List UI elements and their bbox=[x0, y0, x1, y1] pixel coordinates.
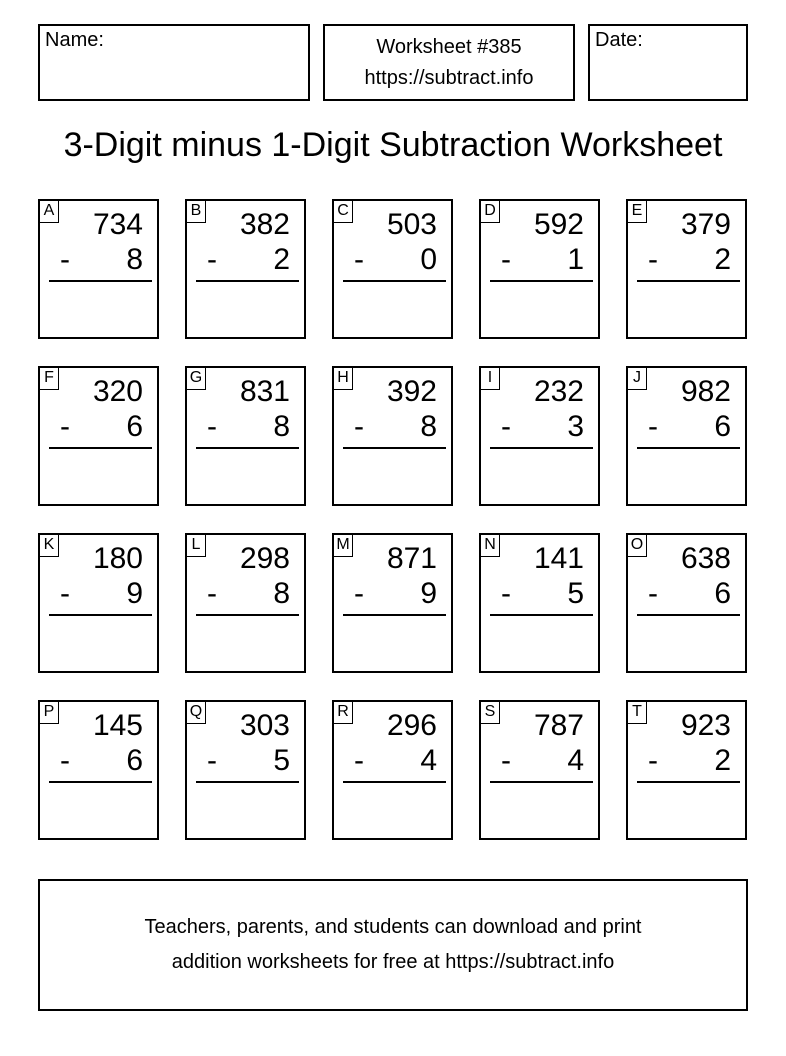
problem-card bbox=[332, 533, 453, 673]
problem-card bbox=[185, 199, 306, 339]
minus-sign: - bbox=[648, 410, 658, 443]
problem-card bbox=[626, 700, 747, 840]
problem-minuend: 734 bbox=[92, 208, 143, 241]
problem-letter: E bbox=[627, 200, 647, 223]
problem-letter: S bbox=[480, 701, 500, 724]
problem-card bbox=[185, 366, 306, 506]
page-title: 3-Digit minus 1-Digit Subtraction Worksheet bbox=[63, 126, 723, 164]
answer-line bbox=[343, 447, 446, 449]
answer-line bbox=[49, 614, 152, 616]
minus-sign: - bbox=[501, 744, 511, 777]
problem-letter: M bbox=[333, 534, 353, 557]
problem-subtrahend: 9 bbox=[420, 577, 437, 610]
problem-minuend: 232 bbox=[533, 375, 584, 408]
problem-minuend: 392 bbox=[386, 375, 437, 408]
answer-line bbox=[637, 280, 740, 282]
minus-sign: - bbox=[648, 577, 658, 610]
problem-subtrahend: 5 bbox=[273, 744, 290, 777]
problem-subtrahend: 1 bbox=[567, 243, 584, 276]
problem-card bbox=[38, 366, 159, 506]
problem-card bbox=[332, 366, 453, 506]
problem-letter: T bbox=[627, 701, 647, 724]
name-box bbox=[38, 24, 310, 101]
problem-subtrahend: 4 bbox=[567, 744, 584, 777]
problem-minuend: 831 bbox=[239, 375, 290, 408]
problem-minuend: 298 bbox=[239, 542, 290, 575]
footer-line-2: addition worksheets for free at https://subtract.info bbox=[171, 951, 615, 973]
problem-subtrahend: 8 bbox=[273, 577, 290, 610]
problem-card bbox=[38, 199, 159, 339]
answer-line bbox=[196, 614, 299, 616]
answer-line bbox=[196, 781, 299, 783]
problem-minuend: 141 bbox=[533, 542, 584, 575]
minus-sign: - bbox=[354, 243, 364, 276]
problem-minuend: 379 bbox=[680, 208, 731, 241]
problem-letter: J bbox=[627, 367, 647, 390]
answer-line bbox=[343, 614, 446, 616]
problem-subtrahend: 6 bbox=[126, 744, 143, 777]
problem-letter: O bbox=[627, 534, 647, 557]
problem-letter: G bbox=[186, 367, 206, 390]
minus-sign: - bbox=[60, 410, 70, 443]
problem-subtrahend: 2 bbox=[714, 744, 731, 777]
problem-card bbox=[38, 533, 159, 673]
problem-card bbox=[479, 700, 600, 840]
problem-minuend: 145 bbox=[92, 709, 143, 742]
minus-sign: - bbox=[648, 744, 658, 777]
answer-line bbox=[490, 781, 593, 783]
problem-minuend: 923 bbox=[680, 709, 731, 742]
minus-sign: - bbox=[60, 744, 70, 777]
problem-letter: R bbox=[333, 701, 353, 724]
minus-sign: - bbox=[354, 744, 364, 777]
problem-card bbox=[479, 199, 600, 339]
problem-subtrahend: 3 bbox=[567, 410, 584, 443]
problem-letter: N bbox=[480, 534, 500, 557]
problem-card bbox=[479, 533, 600, 673]
problem-subtrahend: 6 bbox=[126, 410, 143, 443]
minus-sign: - bbox=[60, 577, 70, 610]
minus-sign: - bbox=[207, 744, 217, 777]
name-label: Name: bbox=[45, 29, 104, 51]
answer-line bbox=[196, 280, 299, 282]
problem-minuend: 296 bbox=[386, 709, 437, 742]
problem-card bbox=[38, 700, 159, 840]
problem-letter: P bbox=[39, 701, 59, 724]
answer-line bbox=[343, 280, 446, 282]
minus-sign: - bbox=[501, 243, 511, 276]
problem-letter: Q bbox=[186, 701, 206, 724]
problem-minuend: 871 bbox=[386, 542, 437, 575]
problem-card bbox=[626, 533, 747, 673]
answer-line bbox=[490, 447, 593, 449]
answer-line bbox=[343, 781, 446, 783]
problem-card bbox=[332, 199, 453, 339]
problem-minuend: 592 bbox=[533, 208, 584, 241]
answer-line bbox=[490, 614, 593, 616]
problem-subtrahend: 5 bbox=[567, 577, 584, 610]
answer-line bbox=[637, 447, 740, 449]
problem-letter: C bbox=[333, 200, 353, 223]
footer-box bbox=[38, 879, 748, 1011]
problem-letter: D bbox=[480, 200, 500, 223]
problem-subtrahend: 6 bbox=[714, 577, 731, 610]
problem-minuend: 638 bbox=[680, 542, 731, 575]
problem-letter: K bbox=[39, 534, 59, 557]
minus-sign: - bbox=[207, 243, 217, 276]
footer-line-1: Teachers, parents, and students can download and print bbox=[144, 916, 642, 938]
problem-card bbox=[626, 366, 747, 506]
problem-subtrahend: 4 bbox=[420, 744, 437, 777]
minus-sign: - bbox=[207, 577, 217, 610]
date-box bbox=[588, 24, 748, 101]
problem-minuend: 320 bbox=[92, 375, 143, 408]
answer-line bbox=[49, 781, 152, 783]
answer-line bbox=[196, 447, 299, 449]
minus-sign: - bbox=[648, 243, 658, 276]
problem-letter: B bbox=[186, 200, 206, 223]
minus-sign: - bbox=[60, 243, 70, 276]
problem-subtrahend: 0 bbox=[420, 243, 437, 276]
minus-sign: - bbox=[354, 410, 364, 443]
problem-subtrahend: 6 bbox=[714, 410, 731, 443]
problem-letter: I bbox=[480, 367, 500, 390]
problem-minuend: 787 bbox=[533, 709, 584, 742]
problem-subtrahend: 8 bbox=[420, 410, 437, 443]
worksheet-number: Worksheet #385 bbox=[376, 36, 522, 58]
problem-letter: L bbox=[186, 534, 206, 557]
problem-subtrahend: 2 bbox=[273, 243, 290, 276]
answer-line bbox=[49, 447, 152, 449]
minus-sign: - bbox=[207, 410, 217, 443]
problem-card bbox=[185, 700, 306, 840]
problem-card bbox=[626, 199, 747, 339]
problem-card bbox=[479, 366, 600, 506]
problem-subtrahend: 2 bbox=[714, 243, 731, 276]
worksheet-url: https://subtract.info bbox=[364, 67, 534, 89]
problem-subtrahend: 9 bbox=[126, 577, 143, 610]
problem-card bbox=[185, 533, 306, 673]
problem-subtrahend: 8 bbox=[126, 243, 143, 276]
answer-line bbox=[637, 781, 740, 783]
problem-letter: H bbox=[333, 367, 353, 390]
problem-minuend: 982 bbox=[680, 375, 731, 408]
minus-sign: - bbox=[501, 577, 511, 610]
problem-subtrahend: 8 bbox=[273, 410, 290, 443]
problem-letter: A bbox=[39, 200, 59, 223]
date-label: Date: bbox=[595, 29, 643, 51]
problem-card bbox=[332, 700, 453, 840]
problem-minuend: 503 bbox=[386, 208, 437, 241]
problem-minuend: 303 bbox=[239, 709, 290, 742]
worksheet-info-box bbox=[323, 24, 575, 101]
answer-line bbox=[637, 614, 740, 616]
problem-letter: F bbox=[39, 367, 59, 390]
minus-sign: - bbox=[354, 577, 364, 610]
answer-line bbox=[49, 280, 152, 282]
answer-line bbox=[490, 280, 593, 282]
problem-minuend: 180 bbox=[92, 542, 143, 575]
problem-minuend: 382 bbox=[239, 208, 290, 241]
minus-sign: - bbox=[501, 410, 511, 443]
